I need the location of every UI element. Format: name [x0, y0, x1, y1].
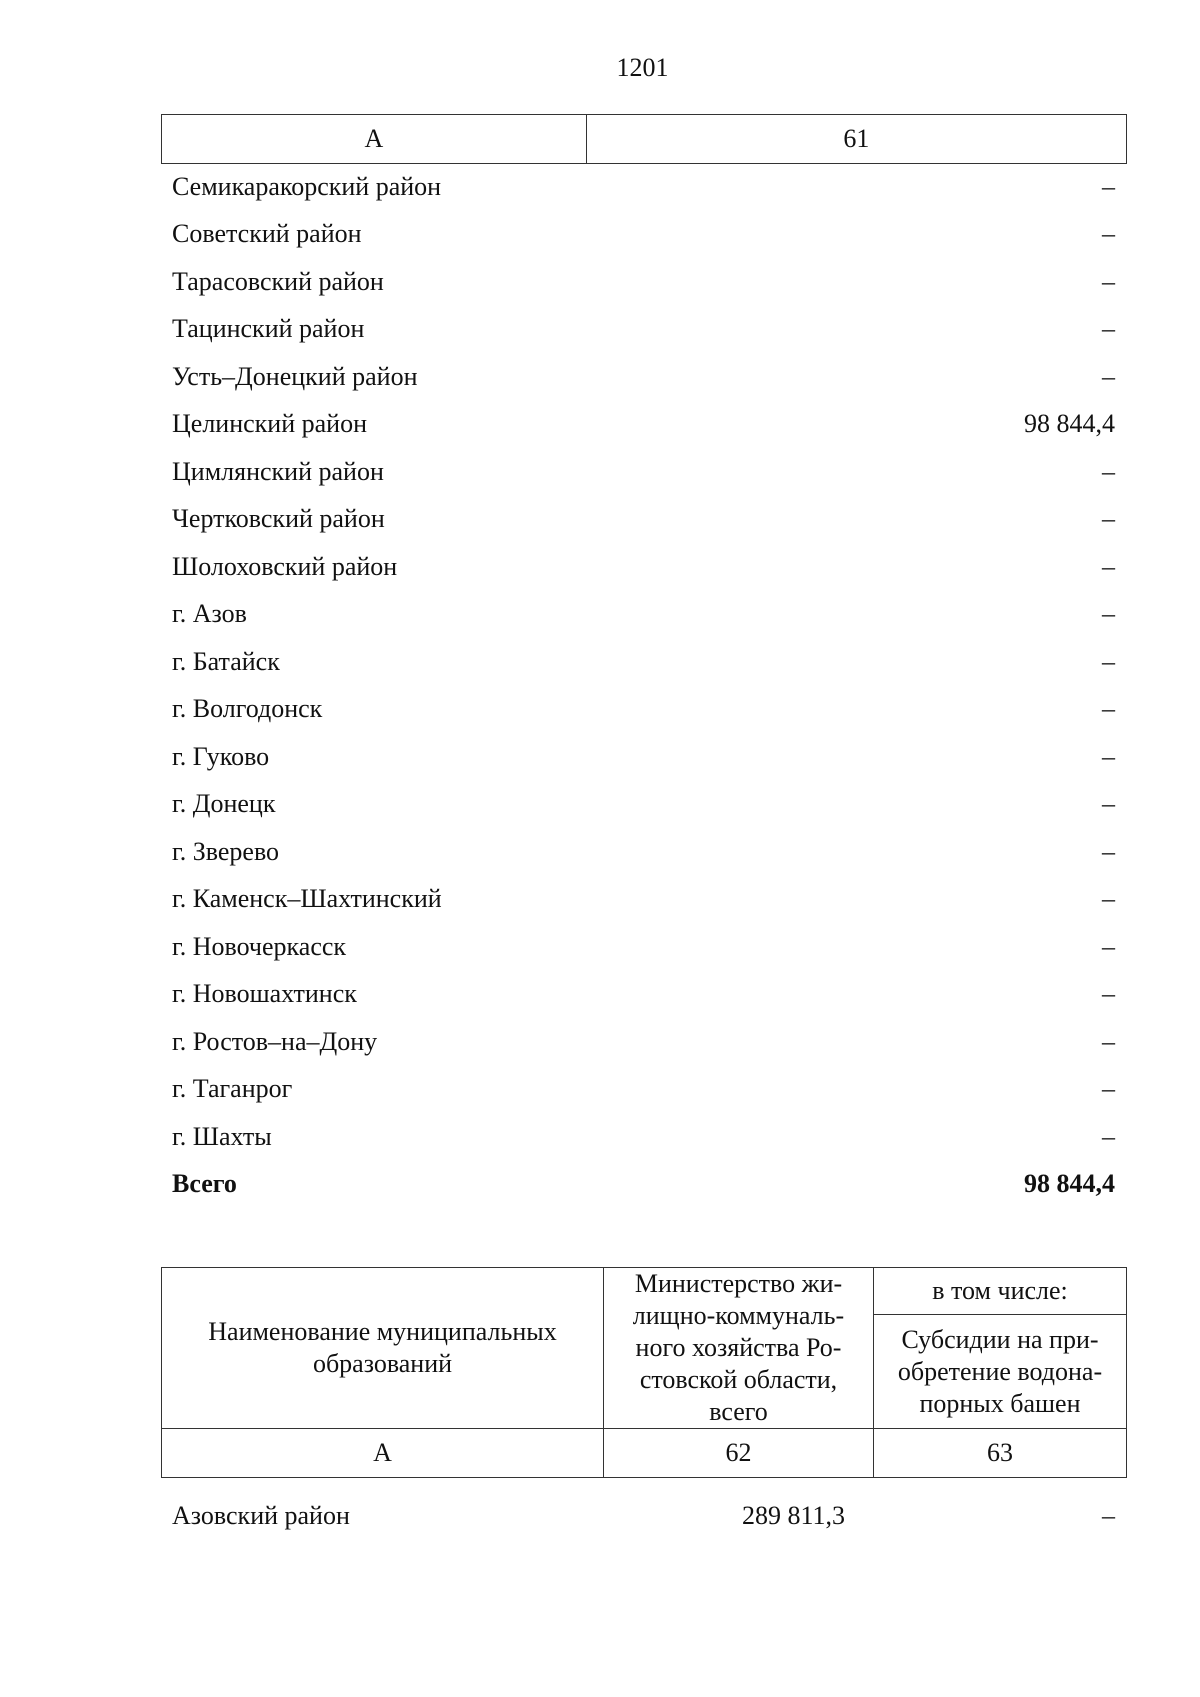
table-row: [161, 923, 1127, 971]
including-header: в том числе:: [874, 1268, 1127, 1315]
row-name: г. Ростов–на–Дону: [172, 1026, 378, 1056]
total-value: 98 844,4: [1024, 1169, 1115, 1199]
table-row: [161, 876, 1127, 924]
row-name: Чертковский район: [172, 504, 385, 534]
table-row: [161, 686, 1127, 734]
row-name: Тацинский район: [172, 314, 365, 344]
table-row: [161, 733, 1127, 781]
row-value: 98 844,4: [1024, 409, 1115, 439]
row-value: –: [1102, 266, 1115, 296]
row-name: Цимлянский район: [172, 456, 384, 486]
table-row: [161, 306, 1127, 354]
row-value: –: [1102, 836, 1115, 866]
row-name: Тарасовский район: [172, 266, 384, 296]
total-row: [161, 1161, 1127, 1209]
table-row: [161, 1492, 1127, 1540]
row-value: –: [1102, 171, 1115, 201]
municipality-name-header: Наименование муниципальных образований: [162, 1268, 604, 1429]
row-value: –: [1102, 884, 1115, 914]
row-value: –: [1102, 551, 1115, 581]
table-row: [161, 211, 1127, 259]
subsidy-header: [874, 1315, 1127, 1429]
table-row: [161, 1066, 1127, 1114]
row-value: –: [1102, 646, 1115, 676]
row-value: –: [1102, 1026, 1115, 1056]
row-value: –: [1102, 979, 1115, 1009]
row-name: г. Новошахтинск: [172, 979, 357, 1009]
table-row: [161, 828, 1127, 876]
row-value: –: [1102, 314, 1115, 344]
row-value: –: [1102, 694, 1115, 724]
row-name: г. Каменск–Шахтинский: [172, 884, 442, 914]
table1-col-61-header: 61: [586, 115, 1126, 164]
row-name: г. Гуково: [172, 741, 270, 771]
row-name: Целинский район: [172, 409, 367, 439]
row-value: –: [1102, 741, 1115, 771]
header-line: лищно-коммуналь-: [632, 1301, 845, 1330]
table-row: [161, 1018, 1127, 1066]
row-value: –: [1102, 931, 1115, 961]
table-row: [161, 163, 1127, 211]
row-value: –: [1102, 361, 1115, 391]
row-name: г. Новочеркасск: [172, 931, 347, 961]
row-name: г. Батайск: [172, 646, 280, 676]
row-name: г. Донецк: [172, 789, 276, 819]
table-row: [161, 638, 1127, 686]
row-name: Азовский район: [172, 1501, 350, 1530]
header-line: стовской области,: [639, 1365, 838, 1394]
table2-col-a-header: А: [162, 1429, 604, 1478]
header-line: всего: [709, 1397, 768, 1426]
table2-col-62-header: 62: [604, 1429, 874, 1478]
total-label: Всего: [172, 1169, 237, 1199]
table-row: [161, 496, 1127, 544]
table-row: [161, 353, 1127, 401]
row-name: г. Азов: [172, 599, 247, 629]
table-row: [161, 1113, 1127, 1161]
table2-header: [161, 1267, 1127, 1478]
row-value: –: [1102, 1074, 1115, 1104]
header-line: Министерство жи-: [634, 1269, 843, 1298]
table-row: [161, 448, 1127, 496]
row-value: –: [1102, 789, 1115, 819]
row-value: –: [1102, 456, 1115, 486]
row-value-63: –: [1102, 1501, 1115, 1530]
table1-body: [161, 163, 1127, 1208]
header-line: ного хозяйства Ро-: [635, 1333, 842, 1362]
table-row: [161, 543, 1127, 591]
row-value-62: 289 811,3: [741, 1501, 845, 1530]
table1-col-a-header: А: [162, 115, 587, 164]
table2-body: [161, 1492, 1127, 1540]
table-row: [161, 258, 1127, 306]
row-value: –: [1102, 599, 1115, 629]
row-name: Усть–Донецкий район: [172, 361, 418, 391]
table-row: [161, 781, 1127, 829]
table-row: [161, 971, 1127, 1019]
table1-header: [161, 114, 1127, 164]
row-value: –: [1102, 1121, 1115, 1151]
row-name: г. Таганрог: [172, 1074, 293, 1104]
row-value: –: [1102, 504, 1115, 534]
header-line: порных башен: [919, 1388, 1081, 1418]
header-line: обретение водона-: [897, 1356, 1103, 1386]
page-number: 1201: [616, 53, 669, 82]
row-name: Советский район: [172, 219, 362, 249]
header-line: Субсидии на при-: [901, 1324, 1099, 1354]
row-value: –: [1102, 219, 1115, 249]
table-row: [161, 401, 1127, 449]
ministry-total-header: [604, 1268, 874, 1429]
row-name: г. Волгодонск: [172, 694, 323, 724]
row-name: Шолоховский район: [172, 551, 398, 581]
table2-col-63-header: 63: [874, 1429, 1127, 1478]
row-name: г. Шахты: [172, 1121, 272, 1151]
row-name: Семикаракорский район: [172, 171, 442, 201]
row-name: г. Зверево: [172, 836, 280, 866]
table-row: [161, 591, 1127, 639]
